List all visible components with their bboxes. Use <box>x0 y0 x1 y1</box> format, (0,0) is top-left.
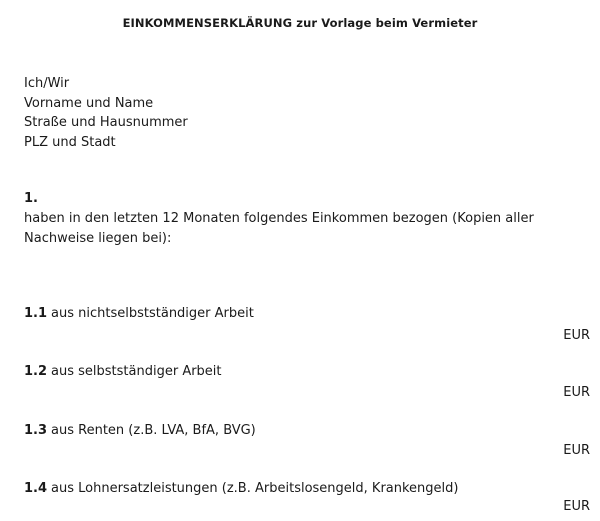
document-title: EINKOMMENSERKLÄRUNG zur Vorlage beim Vermieter <box>122 16 478 30</box>
address-line-street: Straße und Hausnummer <box>24 115 188 130</box>
item-number: 1.2 <box>24 364 48 379</box>
item-number: 1.3 <box>24 423 48 438</box>
item-label: aus selbstständiger Arbeit <box>51 364 222 379</box>
currency-label: EUR <box>563 385 590 400</box>
income-item <box>24 481 458 496</box>
section-number: 1. <box>24 191 38 206</box>
currency-label: EUR <box>563 443 590 458</box>
address-line-city: PLZ und Stadt <box>24 134 116 150</box>
currency-label: EUR <box>563 499 590 514</box>
income-item <box>24 423 256 438</box>
item-number: 1.4 <box>24 481 48 496</box>
item-label: aus Lohnersatzleistungen (z.B. Arbeitslosengeld, Krankengeld) <box>51 481 459 496</box>
address-line-who: Ich/Wir <box>24 76 70 91</box>
address-line-name: Vorname und Name <box>24 95 154 111</box>
currency-label: EUR <box>563 328 590 343</box>
item-label: aus Renten (z.B. LVA, BfA, BVG) <box>51 423 256 438</box>
address-block <box>24 74 188 152</box>
section-intro: haben in den letzten 12 Monaten folgendes Einkommen bezogen (Kopien aller Nachweise liegen bei): <box>24 211 534 246</box>
item-label: aus nichtselbstständiger Arbeit <box>51 306 254 321</box>
income-item <box>24 306 254 321</box>
item-number: 1.1 <box>24 306 48 321</box>
income-item <box>24 364 222 379</box>
